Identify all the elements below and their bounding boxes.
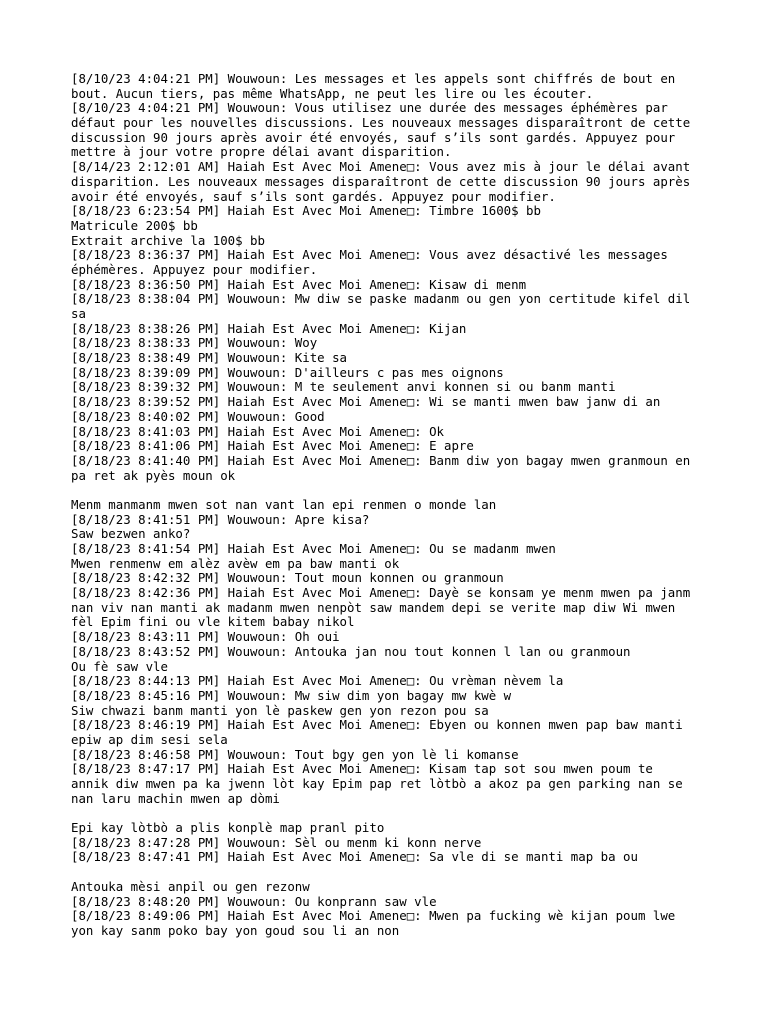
- transcript-line: [8/18/23 8:41:03 PM] Haiah Est Avec Moi Amene□: Ok: [71, 423, 444, 439]
- transcript-line: [8/18/23 8:47:41 PM] Haiah Est Avec Moi Amene□: Sa vle di se manti map ba ou: [71, 849, 638, 865]
- transcript-line: [8/18/23 8:43:52 PM] Wouwoun: Antouka jan nou tout konnen l lan ou granmoun: [71, 643, 631, 659]
- transcript-line: nan laru machin mwen ap dòmi: [71, 790, 280, 806]
- transcript-line: [8/18/23 8:43:11 PM] Wouwoun: Oh oui: [71, 629, 340, 645]
- transcript-line: fèl Epim fini ou vle kitem babay nikol: [71, 614, 355, 630]
- transcript-line: [8/18/23 8:42:36 PM] Haiah Est Avec Moi Amene□: Dayè se konsam ye menm mwen pa janm: [71, 585, 691, 601]
- transcript-line: discussion 90 jours après avoir été envoyés, sauf s’ils sont gardés. Appuyez pour: [71, 129, 676, 145]
- transcript-line: [71, 806, 711, 821]
- transcript-line: [8/18/23 8:48:20 PM] Wouwoun: Ou konprann saw vle: [71, 893, 437, 909]
- transcript-line: [8/10/23 4:04:21 PM] Wouwoun: Vous utilisez une durée des messages éphémères par: [71, 100, 668, 116]
- transcript-line: disparition. Les nouveaux messages disparaîtront de cette discussion 90 jours après: [71, 173, 691, 189]
- transcript-line: Extrait archive la 100$ bb: [71, 232, 265, 248]
- transcript-line: [8/18/23 8:46:19 PM] Haiah Est Avec Moi Amene□: Ebyen ou konnen mwen pap baw manti: [71, 717, 683, 733]
- transcript-line: [8/18/23 8:39:32 PM] Wouwoun: M te seulement anvi konnen si ou banm manti: [71, 379, 616, 395]
- transcript-line: [8/18/23 8:47:28 PM] Wouwoun: Sèl ou menm ki konn nerve: [71, 834, 482, 850]
- transcript-line: [8/18/23 6:23:54 PM] Haiah Est Avec Moi Amene□: Timbre 1600$ bb: [71, 203, 541, 219]
- transcript-line: [8/14/23 2:12:01 AM] Haiah Est Avec Moi Amene□: Vous avez mis à jour le délai avant: [71, 159, 691, 175]
- transcript-line: [8/18/23 8:36:50 PM] Haiah Est Avec Moi Amene□: Kisaw di menm: [71, 276, 527, 292]
- transcript-line: [8/18/23 8:36:37 PM] Haiah Est Avec Moi Amene□: Vous avez désactivé les messages: [71, 247, 668, 263]
- transcript-line: [8/18/23 8:39:09 PM] Wouwoun: D'ailleurs c pas mes oignons: [71, 364, 504, 380]
- transcript-line: [8/18/23 8:41:54 PM] Haiah Est Avec Moi Amene□: Ou se madanm mwen: [71, 541, 556, 556]
- transcript-line: [8/18/23 8:38:33 PM] Wouwoun: Woy: [71, 335, 318, 351]
- transcript-line: sa: [71, 306, 86, 321]
- transcript-line: [8/18/23 8:38:26 PM] Haiah Est Avec Moi Amene□: Kijan: [71, 320, 467, 336]
- transcript-line: yon kay sanm poko bay yon goud sou li an non: [71, 922, 400, 938]
- transcript-line: éphémères. Appuyez pour modifier.: [71, 261, 318, 277]
- transcript-line: pa ret ak pyès moun ok: [71, 467, 236, 483]
- transcript-line: Matricule 200$ bb: [71, 217, 198, 233]
- transcript-line: Mwen renmenw em alèz avèw em pa baw manti ok: [71, 555, 400, 571]
- transcript-line: Antouka mèsi anpil ou gen rezonw: [71, 878, 310, 894]
- transcript-line: [8/18/23 8:38:04 PM] Wouwoun: Mw diw se paske madanm ou gen yon certitude kifel dil: [71, 291, 691, 307]
- transcript-line: [8/18/23 8:45:16 PM] Wouwoun: Mw siw dim yon bagay mw kwè w: [71, 687, 512, 703]
- transcript-line: [8/18/23 8:39:52 PM] Haiah Est Avec Moi Amene□: Wi se manti mwen baw janw di an: [71, 394, 661, 410]
- transcript-line: nan viv nan manti ak madanm mwen nenpòt saw mandem depi se verite map diw Wi mwen: [71, 599, 676, 615]
- transcript-line: Epi kay lòtbò a plis konplè map pranl pito: [71, 820, 385, 836]
- transcript-line: Siw chwazi banm manti yon lè paskew gen yon rezon pou sa: [71, 702, 489, 718]
- transcript-line: [8/18/23 8:41:51 PM] Wouwoun: Apre kisa?: [71, 511, 370, 527]
- transcript-line: Ou fè saw vle: [71, 658, 168, 674]
- transcript-line: [8/18/23 8:49:06 PM] Haiah Est Avec Moi Amene□: Mwen pa fucking wè kijan poum lwe: [71, 908, 676, 924]
- transcript-line: [71, 483, 711, 498]
- transcript-line: défaut pour les nouvelles discussions. Les nouveaux messages disparaîtront de cette: [71, 115, 691, 131]
- transcript-line: [71, 865, 711, 880]
- transcript-line: [8/18/23 8:41:40 PM] Haiah Est Avec Moi Amene□: Banm diw yon bagay mwen granmoun en: [71, 452, 691, 468]
- transcript-line: [8/18/23 8:41:06 PM] Haiah Est Avec Moi Amene□: E apre: [71, 438, 474, 454]
- transcript-line: mettre à jour votre propre délai avant disparition.: [71, 144, 452, 160]
- transcript-line: [8/18/23 8:47:17 PM] Haiah Est Avec Moi Amene□: Kisam tap sot sou mwen poum te: [71, 761, 653, 777]
- transcript-line: Menm manmanm mwen sot nan vant lan epi renmen o monde lan: [71, 496, 497, 512]
- transcript-line: annik diw mwen pa ka jwenn lòt kay Epim pap ret lòtbò a akoz pa gen parking nan se: [71, 776, 683, 791]
- chat-transcript: [71, 72, 711, 939]
- transcript-line: Saw bezwen anko?: [71, 526, 191, 542]
- transcript-line: bout. Aucun tiers, pas même WhatsApp, ne peut les lire ou les écouter.: [71, 85, 594, 101]
- transcript-line: [8/10/23 4:04:21 PM] Wouwoun: Les messages et les appels sont chiffrés de bout en: [71, 71, 676, 86]
- transcript-line: [8/18/23 8:38:49 PM] Wouwoun: Kite sa: [71, 350, 348, 366]
- transcript-line: [8/18/23 8:40:02 PM] Wouwoun: Good: [71, 408, 325, 424]
- transcript-line: avoir été envoyés, sauf s’ils sont gardés. Appuyez pour modifier.: [71, 188, 556, 204]
- transcript-line: [8/18/23 8:42:32 PM] Wouwoun: Tout moun konnen ou granmoun: [71, 570, 504, 586]
- transcript-line: [8/18/23 8:44:13 PM] Haiah Est Avec Moi Amene□: Ou vrèman nèvem la: [71, 673, 564, 689]
- transcript-line: [8/18/23 8:46:58 PM] Wouwoun: Tout bgy gen yon lè li komanse: [71, 746, 519, 762]
- transcript-line: epiw ap dim sesi sela: [71, 731, 228, 747]
